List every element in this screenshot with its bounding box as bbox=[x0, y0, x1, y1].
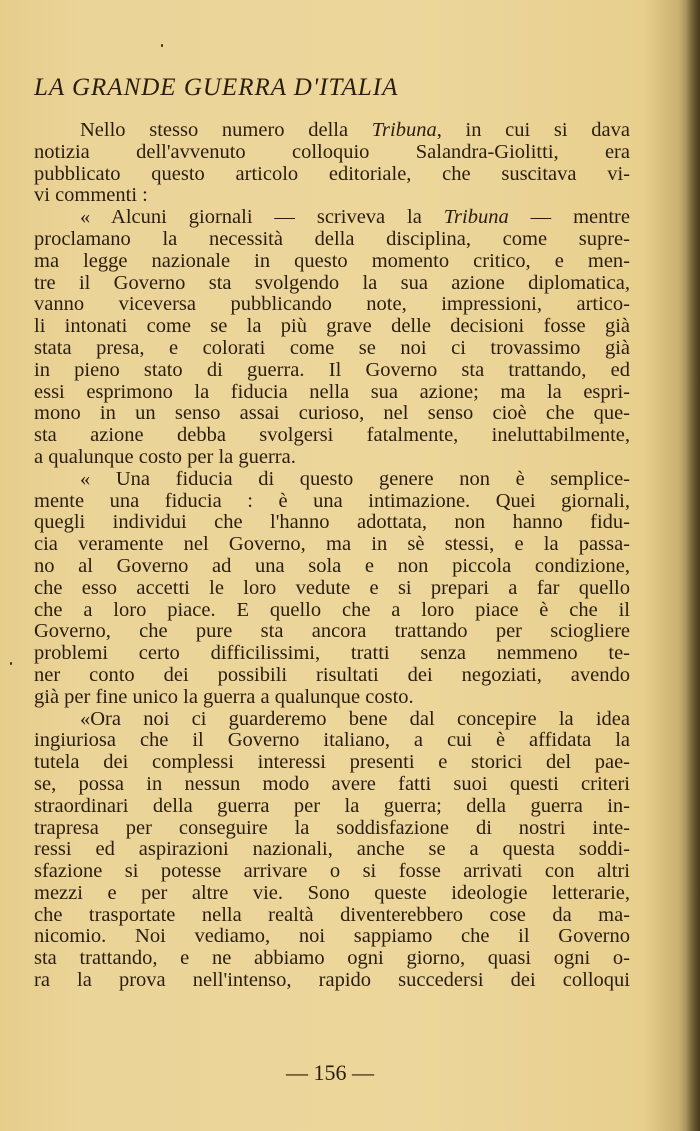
paragraph bbox=[34, 207, 630, 469]
text-line: « Alcuni giornali — scriveva la Tribuna — mentre bbox=[80, 206, 630, 229]
text-line: sta azione debba svolgersi fatalmente, ineluttabilmente, bbox=[34, 424, 630, 447]
text-line: no al Governo ad una sola e non piccola condizione, bbox=[34, 554, 630, 577]
text-line: mente una fiducia : è una intimazione. Quei giornali, bbox=[34, 489, 630, 512]
page-number: — 156 — bbox=[286, 1060, 374, 1085]
text-line: trapresa per conseguire la soddisfazione di nostri inte- bbox=[34, 816, 630, 839]
text-line: ner conto dei possibili risultati dei negoziati, avendo bbox=[34, 663, 630, 686]
text-line: ra la prova nell'intenso, rapido succedersi dei colloqui bbox=[34, 969, 630, 992]
paragraph bbox=[34, 469, 630, 709]
text-line: nicomio. Noi vediamo, noi sappiamo che il Governo bbox=[34, 925, 630, 948]
text-line: proclamano la necessità della disciplina, come supre- bbox=[34, 227, 630, 250]
text-line: se, possa in nessun modo avere fatti suoi questi criteri bbox=[34, 772, 630, 795]
text-line: problemi certo difficilissimi, tratti senza nemmeno te- bbox=[34, 642, 630, 665]
text-line: « Una fiducia di questo genere non è semplice- bbox=[80, 467, 630, 490]
text-line: sta trattando, e ne abbiamo ogni giorno, quasi ogni o- bbox=[34, 947, 630, 970]
text-line: notizia dell'avvenuto colloquio Salandra-Giolitti, era bbox=[34, 140, 630, 163]
text-line: vanno viceversa pubblicando note, impressioni, artico- bbox=[34, 293, 630, 316]
text-line: essi esprimono la fiducia nella sua azione; ma la espri- bbox=[34, 380, 630, 403]
text-line: a qualunque costo per la guerra. bbox=[34, 445, 296, 468]
text-line: in pieno stato di guerra. Il Governo sta trattando, ed bbox=[34, 358, 630, 381]
text-line: stata presa, e colorati come se noi ci trovassimo già bbox=[34, 336, 630, 359]
text-line: ressi ed aspirazioni nazionali, anche se a questa soddi- bbox=[34, 838, 630, 861]
text-line: Nello stesso numero della Tribuna, in cui si dava bbox=[80, 119, 630, 141]
text-line: che esso accetti le loro vedute e si prepari a far quello bbox=[34, 576, 630, 599]
page-gutter-shadow bbox=[686, 0, 700, 1131]
body-text bbox=[34, 120, 630, 992]
text-line: tre il Governo sta svolgendo la sua azione diplomatica, bbox=[34, 271, 630, 294]
text-line: ma legge nazionale in questo momento critico, e men- bbox=[34, 249, 630, 272]
text-line: tutela dei complessi interessi presenti e storici del pae- bbox=[34, 751, 630, 774]
text-line: Governo, che pure sta ancora trattando per sciogliere bbox=[34, 620, 630, 643]
text-line: quegli individui che l'hanno adottata, non hanno fidu- bbox=[34, 511, 630, 534]
text-line: sfazione si potesse arrivare o si fosse arrivati con altri bbox=[34, 860, 630, 883]
text-line: che trasportate nella realtà diventerebbero cose da ma- bbox=[34, 903, 630, 926]
running-head: LA GRANDE GUERRA D'ITALIA bbox=[34, 74, 399, 101]
text-line: straordinari della guerra per la guerra; della guerra in- bbox=[34, 794, 630, 817]
text-line: che a loro piace. E quello che a loro piace è che il bbox=[34, 598, 630, 621]
text-line: li intonati come se la più grave delle decisioni fosse già bbox=[34, 315, 630, 338]
text-line: mono in un senso assai curioso, nel senso cioè che que- bbox=[34, 402, 630, 425]
text-line: mezzi e per altre vie. Sono queste ideologie letterarie, bbox=[34, 881, 630, 904]
text-line: ingiuriosa che il Governo italiano, a cui è affidata la bbox=[34, 729, 630, 752]
text-line: cia veramente nel Governo, ma in sè stessi, e la passa- bbox=[34, 533, 630, 556]
text-line: vi commenti : bbox=[34, 184, 148, 207]
text-line: pubblicato questo articolo editoriale, che suscitava vi- bbox=[34, 162, 630, 185]
text-line: già per fine unico la guerra a qualunque costo. bbox=[34, 685, 414, 708]
ink-speck bbox=[161, 44, 163, 47]
paragraph bbox=[34, 709, 630, 992]
paragraph bbox=[34, 120, 630, 207]
ink-speck bbox=[10, 662, 12, 665]
text-line: «Ora noi ci guarderemo bene dal concepire la idea bbox=[80, 707, 630, 730]
